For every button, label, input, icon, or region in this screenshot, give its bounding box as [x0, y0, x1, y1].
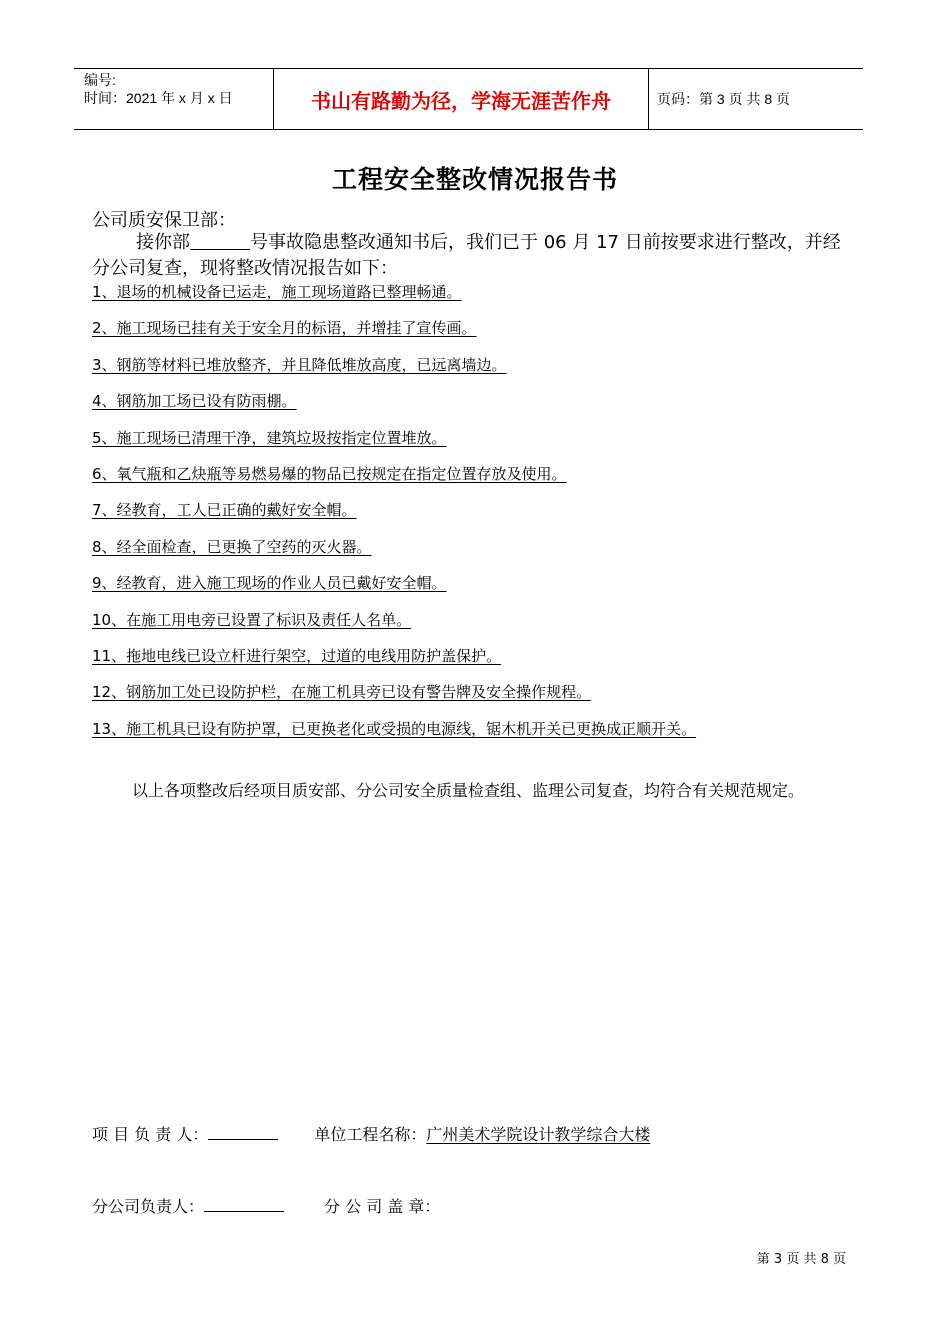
document-title: 工程安全整改情况报告书 [331, 165, 618, 194]
page-footer: 第 3 页 共 8 页 [756, 1252, 846, 1267]
project-manager-blank [208, 1123, 278, 1140]
header-page-info: 页码：第 3 页 共 8 页 [657, 91, 791, 107]
branch-manager-label: 分公司负责人： [92, 1197, 205, 1216]
list-item: 7、经教育，工人已正确的戴好安全帽。 [92, 501, 357, 520]
list-item: 3、钢筋等材料已堆放整齐，并且降低堆放高度，已远离墙边。 [92, 355, 507, 374]
signature-row-2 [92, 1194, 440, 1217]
list-item: 9、经教育，进入施工现场的作业人员已戴好安全帽。 [92, 574, 447, 593]
unit-project-label: 单位工程名称： [314, 1125, 427, 1144]
list-item: 6、氧气瓶和乙炔瓶等易燃易爆的物品已按规定在指定位置存放及使用。 [92, 464, 567, 483]
list-item: 13、施工机具已设有防护罩，已更换老化或受损的电源线，锯木机开关已更换成正顺开关。 [92, 719, 697, 738]
intro-paragraph [92, 230, 852, 282]
list-item: 4、钢筋加工场已设有防雨棚。 [92, 392, 297, 411]
signature-row-1 [92, 1122, 650, 1145]
branch-seal-label: 分 公 司 盖 章： [324, 1197, 441, 1216]
rectification-list [92, 281, 862, 754]
intro-before-blank: 接你部 [136, 232, 190, 253]
list-item: 5、施工现场已清理干净，建筑垃圾按指定位置堆放。 [92, 428, 447, 447]
unit-project-value: 广州美术学院设计教学综合大楼 [426, 1125, 651, 1144]
branch-manager-blank [204, 1195, 284, 1212]
list-item: 12、钢筋加工处已设防护栏，在施工机具旁已设有警告牌及安全操作规程。 [92, 683, 592, 702]
project-manager-label: 项 目 负 责 人： [92, 1125, 209, 1144]
summary-paragraph: 以上各项整改后经项目质安部、分公司安全质量检查组、监理公司复查，均符合有关规范规定。 [132, 781, 805, 800]
time-label: 时间：2021 年 x 月 x 日 [84, 90, 233, 106]
number-label: 编号: [84, 72, 116, 88]
list-item: 8、经全面检查，已更换了空药的灭火器。 [92, 537, 372, 556]
list-item: 11、拖地电线已设立杆进行架空，过道的电线用防护盖保护。 [92, 646, 502, 665]
list-item: 10、在施工用电旁已设置了标识及责任人名单。 [92, 610, 412, 629]
document-header [74, 68, 863, 130]
addressee: 公司质安保卫部： [92, 210, 236, 231]
header-meta [74, 69, 274, 129]
notice-number-blank [190, 231, 250, 250]
list-item: 1、退场的机械设备已运走，施工现场道路已整理畅通。 [92, 283, 462, 301]
intro-after-blank: 号事故隐患整改通知书后，我们已于 06 月 17 日前按要求进行整改，并经分公司复查，现将整改情况报告如下： [92, 232, 841, 279]
header-motto: 书山有路勤为径，学海无涯苦作舟 [274, 69, 649, 129]
list-item: 2、施工现场已挂有关于安全月的标语，并增挂了宣传画。 [92, 319, 477, 338]
